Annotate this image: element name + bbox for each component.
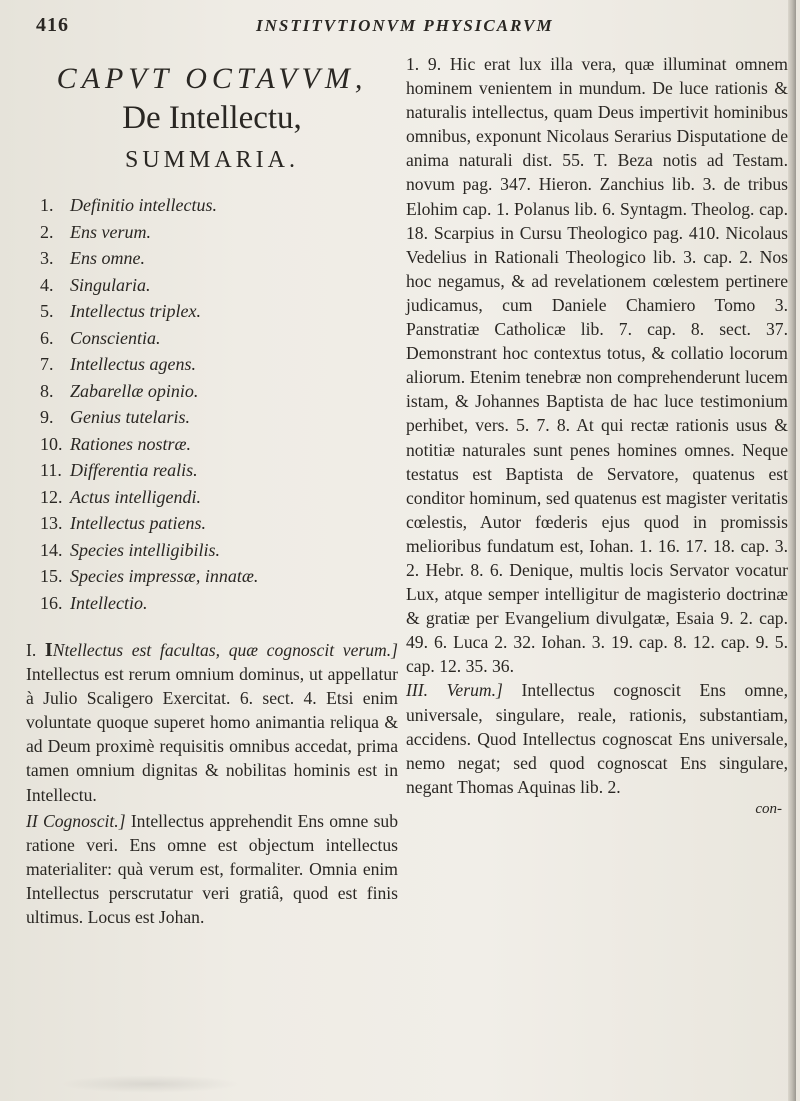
page-header (36, 14, 776, 44)
page-edge-shadow (788, 0, 796, 1101)
list-item: 11. Differentia realis. (40, 460, 198, 480)
page-number: 416 (36, 14, 69, 36)
lemma: III. Verum.] (406, 680, 503, 701)
list-item: 6. Conscientia. (40, 327, 161, 348)
list-item: 14. Species intelligibilis. (40, 539, 220, 560)
list-item: 16. Intellectio. (40, 592, 148, 613)
list-item: 1. Definitio intellectus. (40, 195, 217, 215)
running-title: INSTITVTIONVM PHYSICARVM (256, 16, 554, 35)
list-item: 15. Species impressæ, innatæ. (40, 566, 259, 586)
list-item: 13. Intellectus patiens. (40, 513, 206, 533)
list-item: 7. Intellectus agens. (40, 354, 196, 374)
list-item: 9. Genius tutelaris. (40, 407, 190, 427)
chapter-title: De Intellectu, (122, 100, 302, 136)
list-item: 4. Singularia. (40, 274, 151, 295)
list-item: 3. Ens omne. (40, 248, 145, 268)
list-item: 2. Ens verum. (40, 221, 151, 242)
paragraph-continued: 1. 9. Hic erat lux illa vera, quæ illuminat omnem hominem venientem in mundum. De luce rationis & naturalis intellectus, quam Deus impertivit hominibus omnibus, exponunt Nicolaus Serarius Disputatione de anima naturali dist. 55. T. Beza notis ad Testam. novum pag. 347. Hieron. Zanchius lib. 3. de tribus Elohim cap. 1. Polanus lib. 6. Syntagm. Theolog. cap. 18. Scarpius in Cursu Theologico pag. 410. Nicolaus Vedelius in Rationali Theologico lib. 3. cap. 2. Nos hoc negamus, & ad revelationem cœlestem pertinere judicamus, cum Daniele Chamiero Tomo 3. Panstratiæ Catholicæ lib. 7. cap. 8. sect. 37. Demonstrant hoc contextus totus, & collatio locorum aliorum. Etenim tenebræ non comprehenderunt lucem istam, & Johannes Baptista de hac luce testimonium perhibet, vers. 5. 7. 8. At qui rectæ rationis usus & notitiæ naturales sunt penes homines omnes. Neque testatus est Baptista de Servatore, quatenus est conditor hominum, sed quatenus est magister veritatis cœlestis, Autor fœderis ejus quod in promissis melioribus fundatum est, Iohan. 1. 16. 17. 18. cap. 3. 2. Hebr. 8. 6. Denique, multis locis Servator vocatur Lux, atque semper intelligitur de magisterio doctrinæ & gratiæ per Evangelium divulgatæ, Esaia 9. 2. cap. 49. 6. Luca 2. 32. Iohan. 3. 19. cap. 8. 12. cap. 9. 5. cap. 12. 35. 36. (406, 54, 788, 677)
lemma: Ntellectus est facultas, quæ cognoscit verum.] (52, 640, 398, 660)
page-smudge (60, 1075, 240, 1093)
paragraph-2 (26, 809, 398, 929)
paragraph-body: Intellectus est rerum omnium dominus, ut appellatur à Julio Scaligero Exercitat. 6. sect. 4. Etsi enim voluntate quoque superet homo animantia reliqua & ad Deum proximè requisitis omnibus accedat, prima tamen omnium dignitas & nobilitas hominis est in Intellectu. (26, 664, 398, 805)
right-column (406, 52, 788, 818)
left-column (26, 52, 398, 929)
summary-list (26, 192, 398, 616)
catchword: con- (755, 800, 782, 817)
paragraph-1 (26, 638, 398, 807)
paragraph-3 (406, 678, 788, 798)
list-item: 8. Zabarellæ opinio. (40, 380, 199, 401)
paragraph-body: Intellectus apprehendit Ens omne sub ratione veri. Ens omne est objectum intellectus materialiter: quà verum est, formaliter. Omnia enim Intellectus perscrutatur veri gratiâ, quod est finis ultimus. Locus est Johan. (26, 810, 399, 928)
chapter-heading: CAPVT OCTAVVM, (56, 62, 368, 95)
summary-heading: SUMMARIA. (124, 147, 300, 173)
paragraph-body: Intellectus cognoscit Ens omne, universale, singulare, reale, rationis, substantiam, accidens. Quod Intellectus cognoscat Ens universale, nemo negat; sed quod cognoscat Ens singulare, negant Thomas Aquinas lib. 2. (406, 680, 789, 797)
lemma: II Cognoscit.] (26, 810, 126, 831)
list-item: 10. Rationes nostræ. (40, 433, 192, 454)
list-item: 12. Actus intelligendi. (40, 486, 201, 507)
list-item: 5. Intellectus triplex. (40, 301, 201, 321)
section-marker: I. (26, 640, 37, 660)
drop-cap: I (44, 639, 53, 661)
